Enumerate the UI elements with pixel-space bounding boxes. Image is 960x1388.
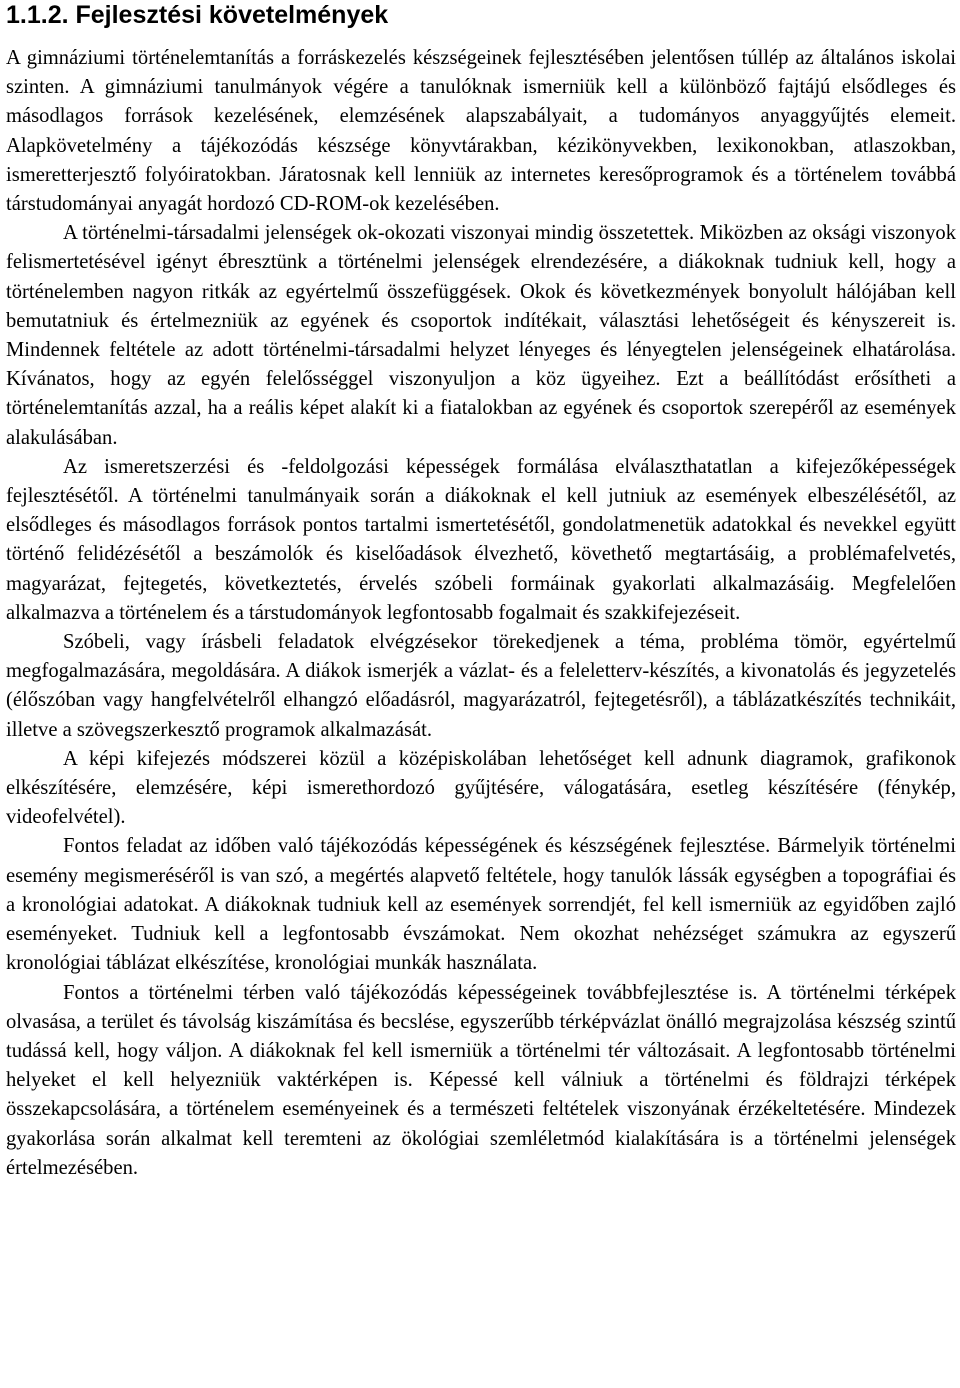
paragraph-time-orientation: Fontos feladat az időben való tájékozódás képességének és készségének fejlesztése. Bármelyik történelmi esemény megismeréséről is van szó, a megértés alapvető feltétele, hogy tanulók lássák egységben a topográfiai és a kronológiai adatokat. A diákoknak tudniuk kell az események sorrendjét, fel kell ismerniük az egyidőben zajló eseményeket. Tudniuk kell a legfontosabb évszámokat. Nem okozhat nehézséget számukra az egyszerű kronológiai táblázat elkészítése, kronológiai munkák használata.: [6, 835, 956, 975]
paragraph-written-tasks: Szóbeli, vagy írásbeli feladatok elvégzésekor törekedjenek a téma, probléma tömör, egyértelmű megfogalmazására, megoldására. A diákok ismerjék a vázlat- és a feleletterv-készítés, a kivonatolás és jegyzetelés (élőszóban vagy hangfelvételről elhangzó előadásról, magyarázatról, fejtegetésről), a táblázatkészítés technikáit, illetve a szövegszerkesztő programok alkalmazását.: [6, 631, 956, 741]
paragraph-visual-expression: A képi kifejezés módszerei közül a középiskolában lehetőséget kell adnunk diagramok, grafikonok elkészítésére, elemzésére, képi ismerethordozó gyűjtésére, válogatására, esetleg készítésére (fénykép, videofelvétel).: [6, 747, 956, 829]
section-heading: 1.1.2. Fejlesztési követelmények: [6, 1, 389, 29]
paragraph-space-orientation: Fontos a történelmi térben való tájékozódás képességeinek továbbfejlesztése is. A történelmi térképek olvasása, a terület és távolság kiszámítása és becslése, egyszerűbb térképvázlat önálló megrajzolása készség szintű tudássá kell, hogy váljon. A diákoknak fel kell ismerniük a történelmi tér változásait. A legfontosabb történelmi helyeket el kell helyezniük vaktérképen is. Képessé kell válniuk a történelmi és földrajzi térképek összekapcsolására, a történelem eseményeinek és a természeti feltételek viszonyának érzékeltetésére. Mindezek gyakorlása során alkalmat kell teremteni az ökológiai szemléletmód kialakítására is a történelmi jelenségek értelmezésében.: [6, 981, 956, 1179]
paragraph-source-handling: A gimnáziumi történelemtanítás a forráskezelés készségeinek fejlesztésében jelentősen túllép az általános iskolai szinten. A gimnáziumi tanulmányok végére a tanulóknak ismerniük kell a különböző fajtájú elsődleges és másodlagos források kezelésének, elemzésének alapszabályait, a tudományos anyaggyűjtés elemeit. Alapkövetelmény a tájékozódás készsége könyvtárakban, kézikönyvekben, lexikonokban, atlaszokban, ismeretterjesztő folyóiratokban. Járatosnak kell lenniük az internetes keresőprogramok és a történelem továbbá társtudományai anyagát hordozó CD-ROM-ok kezelésében.: [6, 47, 956, 216]
paragraph-expression-skills: Az ismeretszerzési és -feldolgozási képességek formálása elválaszthatatlan a kifejezőképességek fejlesztésétől. A történelmi tanulmányaik során a diákoknak el kell jutniuk az események elbeszélésétől, az elsődleges és másodlagos források pontos tartalmi ismertetésétől, gondolatmenetük adatokkal és nevekkel együtt történő felidézésétől a beszámolók és kiselőadások élvezhető, követhető megtartásáig, a problémafelvetés, magyarázat, fejtegetés, következtetés, érvelés szóbeli formáinak gyakorlati alkalmazásáig. Megfelelően alkalmazva a történelem és a társtudományok legfontosabb fogalmait és szakkifejezéseit.: [6, 455, 956, 624]
paragraph-causality: A történelmi-társadalmi jelenségek ok-okozati viszonyai mindig összetettek. Miközben az oksági viszonyok felismertetésével igényt ébresztünk a történelmi jelenségek elrendezésére, a diákoknak tudniuk kell, hogy a történelemben nagyon ritkák az egyértelmű összefüggések. Okok és következmények bonyolult hálójában kell bemutatniuk és értelmezniük az egyének és csoportok indítékait, választási lehetőségeit és kényszereit is. Mindennek feltétele az adott történelmi-társadalmi helyzet lényeges és lényegtelen jelenségeinek elhatárolása. Kívánatos, hogy az egyén felelősséggel viszonyuljon a köz ügyeihez. Ezt a beállítódást erősítheti a történelemtanítás azzal, ha a reális képet alakít ki a fiatalokban az egyének és csoportok szerepéről az események alakulásában.: [6, 222, 956, 449]
body-text: [6, 44, 956, 1183]
